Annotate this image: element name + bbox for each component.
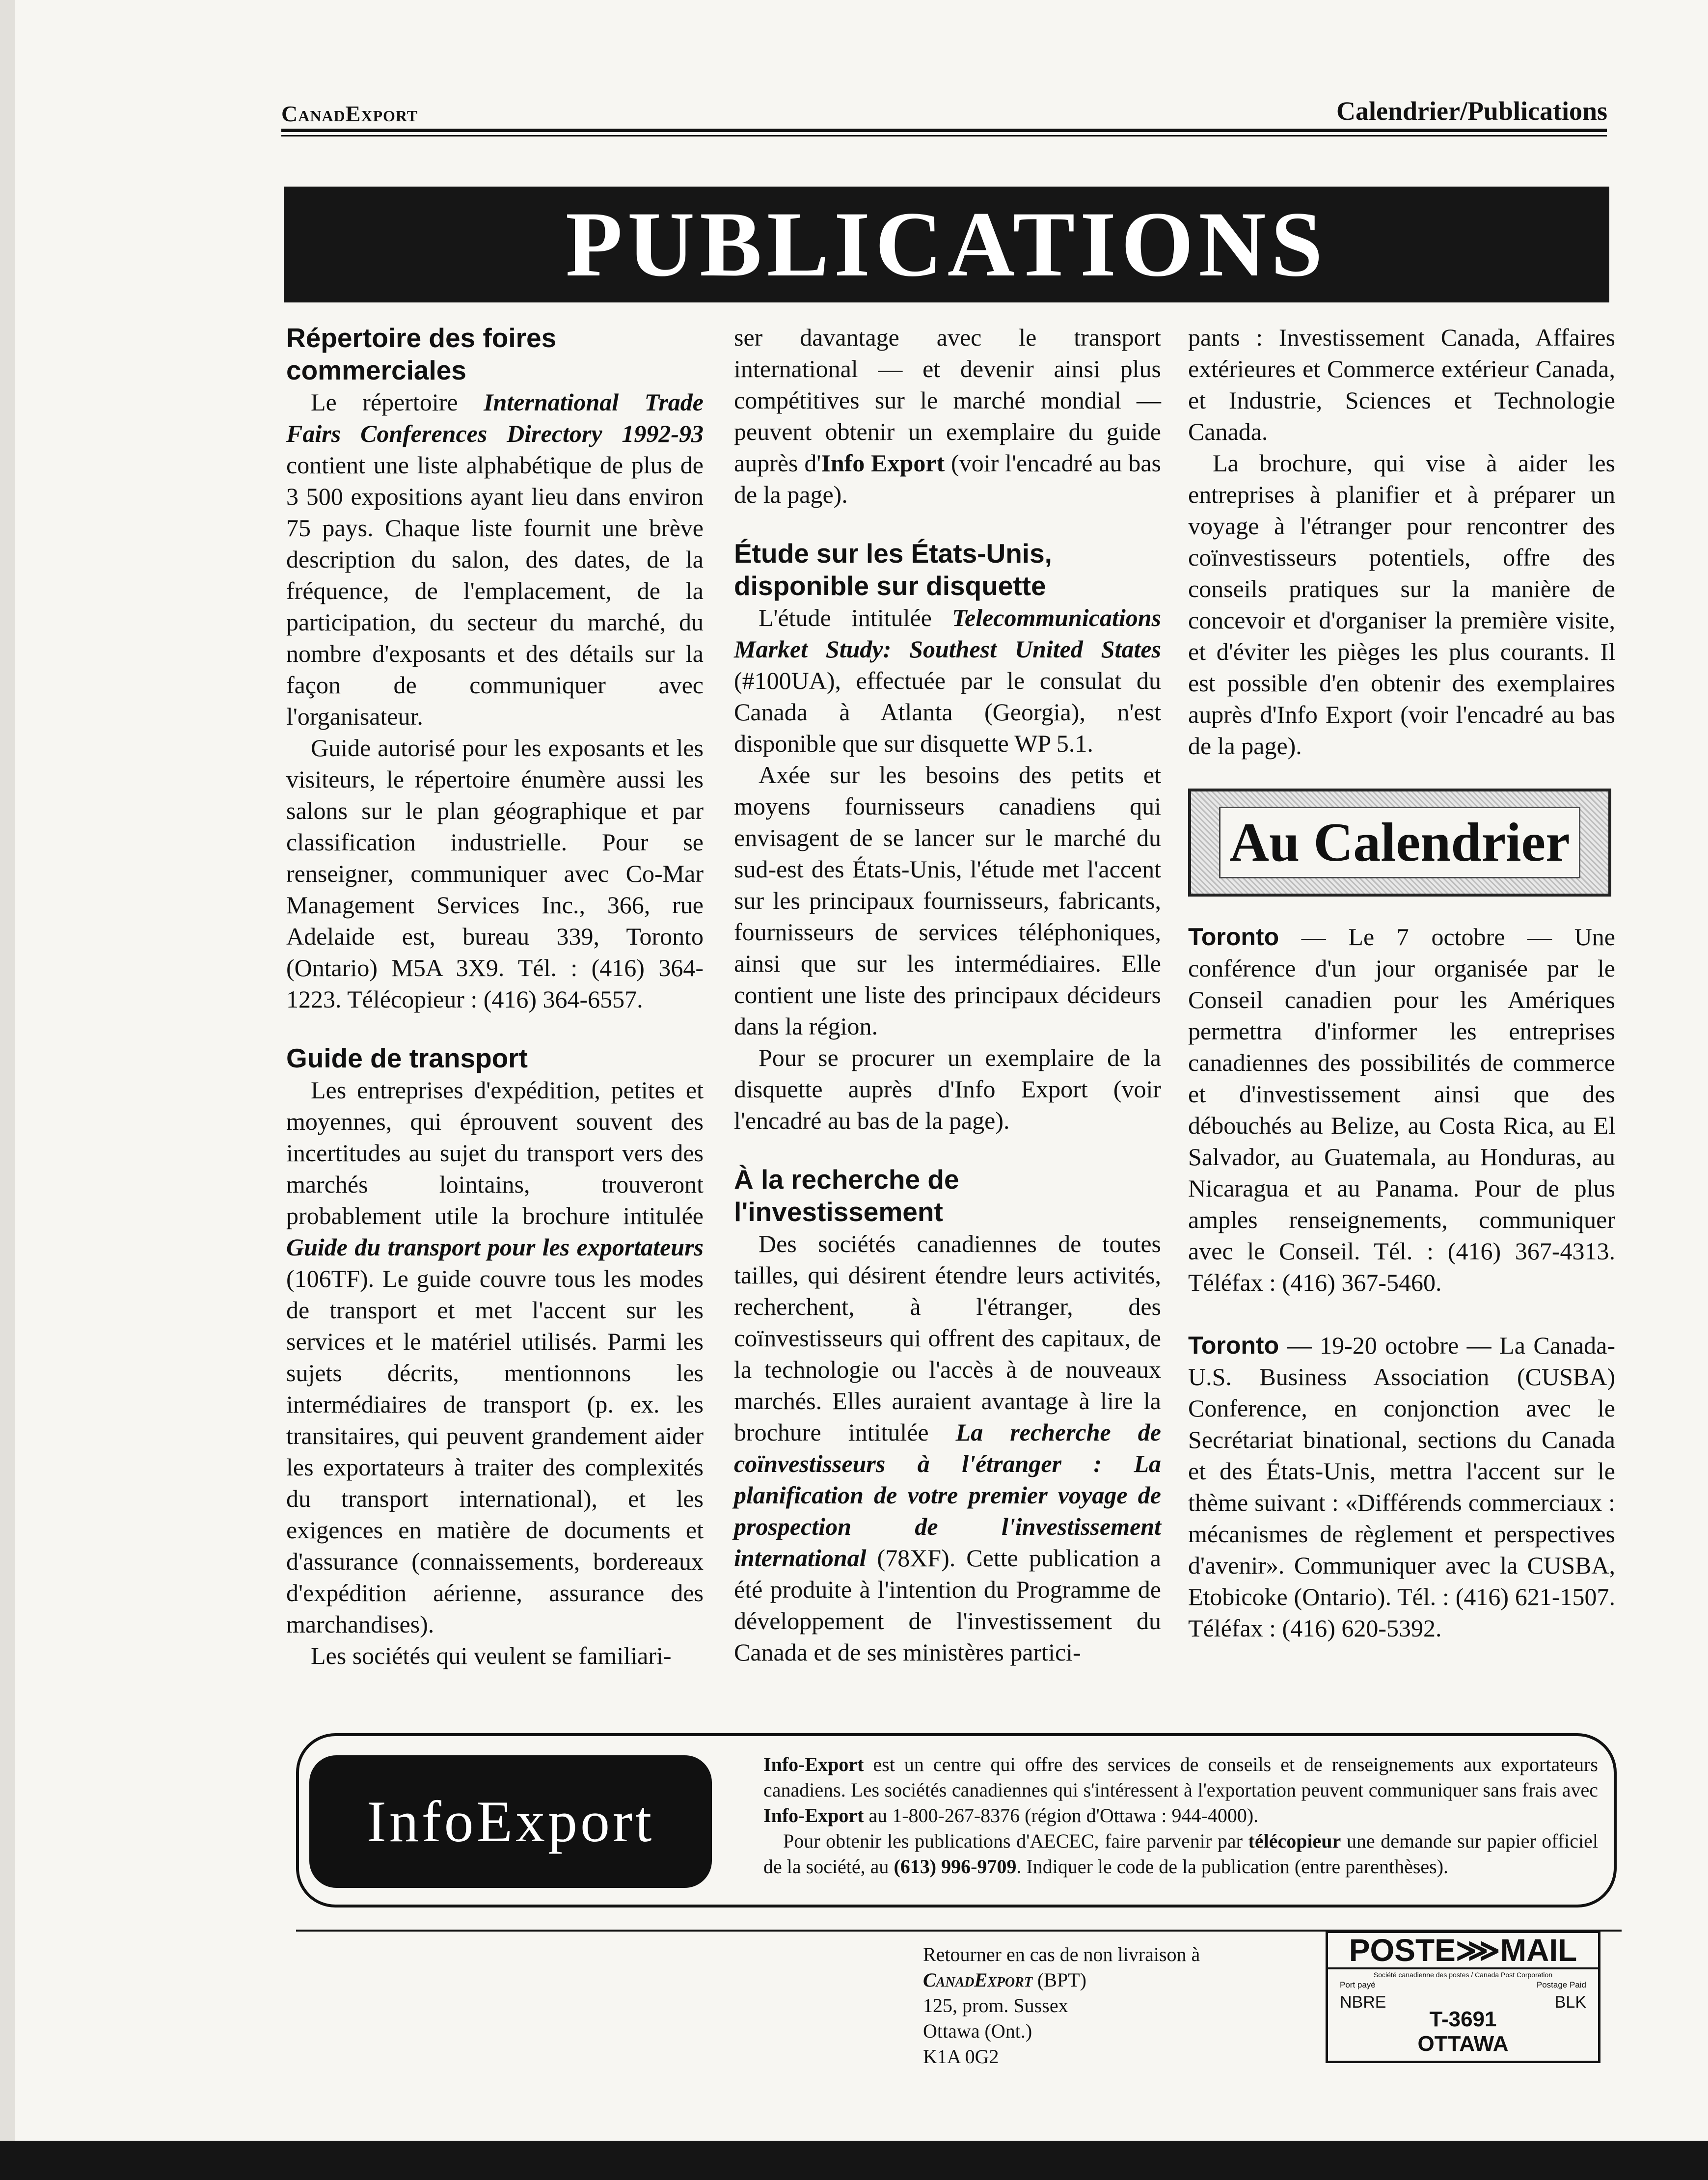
paragraph: Pour se procurer un exemplaire de la disquette auprès d'Info Export (voir l'encadré au bas de la page). [734, 1044, 1161, 1134]
paragraph: Axée sur les besoins des petits et moyens fournisseurs canadiens qui envisagent de se lancer sur le marché du sud-est des États-Unis, l'étude met l'accent sur les principaux fournisseurs, fabricants, fournisseurs de services téléphoniques, ainsi que sur les intermédiaires. Elle contient une liste des principaux décideurs dans la région. [734, 761, 1161, 1040]
paragraph: Des sociétés canadiennes de toutes tailles, qui désirent étendre leurs activités, recherchent, à l'étranger, des coïnvestisseurs qui offrent des capitaux, de la technologie ou l'accès à de nouveaux marchés. Elles auraient avantage à lire la brochure intitulée La recherche de coïnvestisseurs à l'étranger : La planification de votre premier voyage de prospection de l'investissement international (78XF). Cette publication a été produite à l'intention du Programme de développement de l'investissement du Canada et de ses ministères partici- [734, 1230, 1162, 1666]
postage-number: T-3691 [1429, 2007, 1497, 2031]
paragraph: L'étude intitulée Telecommunications Market Study: Southest United States (#100UA), effectuée par le consulat du Canada à Atlanta (Georgia), n'est disponible que sur disquette WP 5.1. [734, 604, 1161, 757]
paragraph: Les entreprises d'expédition, petites et moyennes, qui éprouvent souvent des incertitudes au sujet du transport vers des marchés lointains, trouveront probablement utile la brochure intitulée Guide du transport pour les exportateurs (106TF). Le guide couvre tous les modes de transport et met l'accent sur les services et le matériel utilisés. Parmi les sujets décrits, mentionnons les intermédiaires de transport (p. ex. les transitaires, qui peuvent grandement aider les exportateurs à traiter des complexités du transport international), et les exigences en matière de documents et d'assurance (connaissements, bordereaux d'expédition aérienne, assurance des marchandises). [286, 1076, 704, 1638]
postage-indicia: POSTE⋙MAIL Société canadienne des postes / Canada Post Corporation Port payé Postage Paid NBRE BLK T-3691 OTTAWA [1326, 1931, 1600, 2063]
section-banner [284, 187, 1609, 302]
paragraph: Guide autorisé pour les exposants et les visiteurs, le répertoire énumère aussi les salons sur le plan géographique et par classification industrielle. Pour se renseigner, communiquer avec Co-Mar Management Services Inc., 366, rue Adelaide est, bureau 339, Toronto (Ontario) M5A 3X9. Tél. : (416) 364-1223. Télécopieur : (416) 364-6557. [286, 734, 704, 1013]
calendar-entry: Toronto — Le 7 octobre — Une conférence d'un jour organisée par le Conseil canadien pour les Amériques permettra d'informer les entreprises canadiennes des possibilités de commerce et d'investissement ainsi que des débouchés au Belize, au Costa Rica, au El Salvador, au Guatemala, au Honduras, au Nicaragua et au Panama. Pour de plus amples renseignements, communiquer avec le Conseil. Tél. : (416) 367-4313. Téléfax : (416) 367-5460. [1188, 923, 1615, 1296]
scan-edge [0, 0, 15, 2180]
header-rule-thin [281, 135, 1607, 136]
column-2 [734, 322, 1161, 1668]
paragraph: Le répertoire International Trade Fairs Conferences Directory 1992-93 contient une liste alphabétique de plus de 3 500 expositions ayant lieu dans environ 75 pays. Chaque liste fournit une brève description du salon, des dates, de la fréquence, de l'emplacement, de la participation, du secteur du marché, du nombre d'exposants et des détails sur la façon de communiquer avec l'organisateur. [286, 388, 704, 730]
paragraph: pants : Investissement Canada, Affaires extérieures et Commerce extérieur Canada, et Industrie, Sciences et Technologie Canada. [1188, 324, 1615, 445]
header-rule-thick [281, 129, 1607, 132]
column-1 [286, 322, 704, 1671]
heading-investment-search: À la recherche de l'investissement [734, 1164, 959, 1227]
paragraph: ser davantage avec le transport international — et devenir ainsi plus compétitives sur le marché mondial — peuvent obtenir un exemplaire du guide auprès d'Info Export (voir l'encadré au bas de la page). [734, 324, 1161, 508]
heading-transport-guide: Guide de transport [286, 1043, 528, 1073]
calendar-heading-box [1188, 789, 1611, 897]
infoexport-logo: InfoExport [309, 1755, 712, 1888]
header-section-name: Calendrier/Publications [1336, 96, 1607, 126]
return-address: Retourner en cas de non livraison à CanadExport (BPT) 125, prom. Sussex Ottawa (Ont.) K1A 0G2 [923, 1943, 1200, 2068]
paragraph: La brochure, qui vise à aider les entreprises à planifier et à préparer un voyage à l'étranger pour rencontrer des coïnvestisseurs potentiels, offre des conseils pratiques sur la manière de concevoir et d'organiser la première visite, et d'éviter les pièges les plus courants. Il est possible d'en obtenir des exemplaires auprès d'Info Export (voir l'encadré au bas de la page). [1188, 449, 1615, 760]
header-publication-name: CanadExport [281, 101, 418, 126]
postage-city: OTTAWA [1417, 2032, 1509, 2056]
calendar-entry: Toronto — 19-20 octobre — La Canada-U.S. Business Association (CUSBA) Conference, en conjonction avec le Secrétariat binational, sections du Canada et des États-Unis, mettra l'accent sur le thème suivant : «Différends commerciaux : mécanismes de règlement et perspectives d'avenir». Communiquer avec la CUSBA, Etobicoke (Ontario). Tél. : (416) 621-1507. Téléfax : (416) 620-5392. [1188, 1332, 1615, 1642]
calendar-title: Au Calendrier [1229, 812, 1570, 873]
paragraph: Les sociétés qui veulent se familiari- [311, 1642, 672, 1669]
banner-title: PUBLICATIONS [565, 193, 1328, 296]
column-3 [1188, 322, 1615, 1644]
infoexport-text: Info-Export est un centre qui offre des services de conseils et de renseignements aux exportateurs canadiens. Les sociétés canadiennes qui s'intéressent à l'exportation peuvent communiquer sans frais avec Info-Export au 1-800-267-8376 (région d'Ottawa : 944-4000). Pour obtenir les publications d'AECEC, faire parvenir par télécopieur une demande sur papier officiel de la société, au (613) 996-9709. Indiquer le code de la publication (entre parenthèses). [763, 1753, 1598, 1878]
scan-bottom-edge [0, 2141, 1708, 2180]
postmail-logo: POSTE⋙MAIL [1328, 1933, 1598, 1969]
heading-trade-fairs: Répertoire des foires commerciales [286, 323, 557, 385]
heading-us-study: Étude sur les États-Unis, disponible sur disquette [734, 538, 1052, 601]
